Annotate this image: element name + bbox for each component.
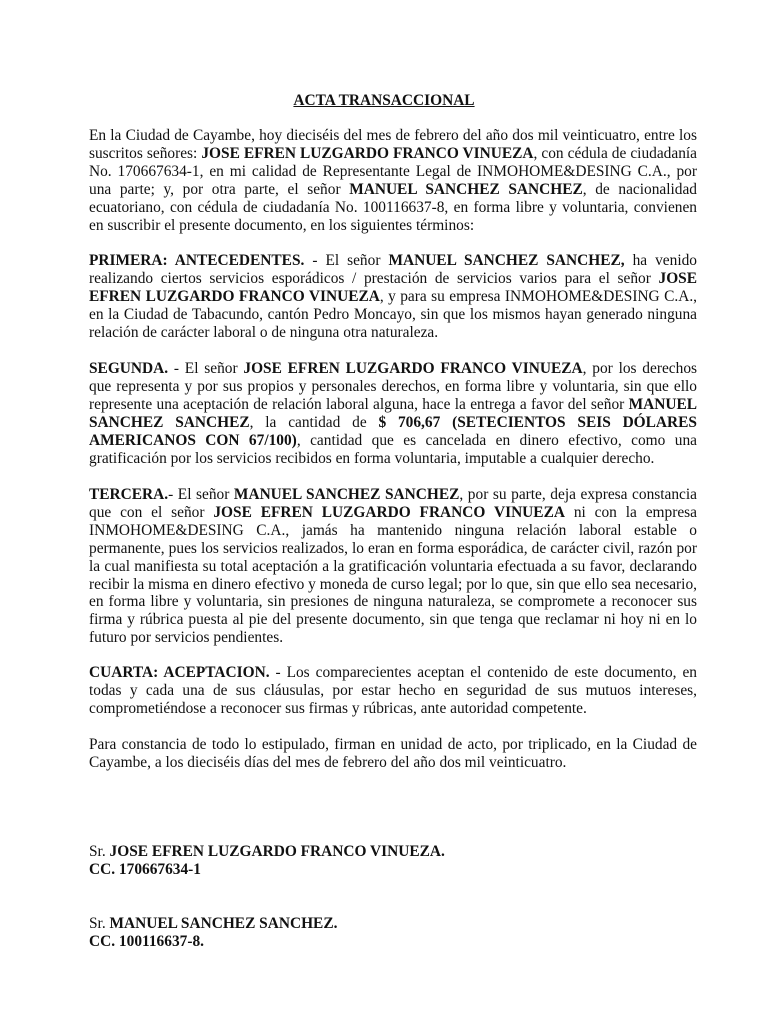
clause-tercera-text-1: - El señor [168, 486, 234, 503]
intro-text-2: , con cédula de ciudadanía No. 170667634-1, en mi calidad de Representante Legal de INMOHOME&DESING C.A., por una parte; y, por otra parte, el señor [89, 144, 698, 198]
clause-tercera-heading: TERCERA. [89, 486, 169, 503]
clause-segunda-text-3: , la cantidad de [249, 413, 379, 431]
clause-tercera-bold-2: JOSE EFREN LUZGARDO FRANCO VINUEZA [213, 503, 565, 521]
clause-segunda-bold-1: JOSE EFREN LUZGARDO FRANCO VINUEZA [243, 360, 583, 377]
clause-primera-heading: PRIMERA: ANTECEDENTES. [89, 252, 305, 269]
intro-party-1-name: JOSE EFREN LUZGARDO FRANCO VINUEZA [201, 144, 534, 162]
clause-cuarta [89, 664, 697, 718]
clause-tercera-bold-1: MANUEL SANCHEZ SANCHEZ [233, 486, 460, 503]
signature-2-name-line [89, 915, 697, 933]
clause-tercera-text-3: ni con la empresa INMOHOME&DESING C.A., jamás ha mantenido ninguna relación laboral estable o permanente, pues los servicios realizados, lo eran en forma esporádica, de carácter civil, razón por la cual manifiesta su total aceptación a la gratificación voluntaria efectuada a su favor, declarando recibir la misma en dinero efectivo y moneda de curso legal; por lo que, sin que ello sea necesario, en forma libre y voluntaria, sin presiones de ninguna naturaleza, se compromete a reconocer sus firma y rúbrica puesta al pie del presente documento, sin que tenga que reclamar ni hoy ni en lo futuro por servicios pendientes. [89, 503, 697, 647]
clause-tercera [89, 486, 697, 647]
clause-primera-text-2: ha venido realizando ciertos servicios esporádicos / prestación de servicios varios para el señor [89, 252, 698, 287]
clause-segunda-amount: $ 706,67 (SETECIENTOS SEIS DÓLARES AMERICANOS CON 67/100) [89, 413, 697, 449]
signature-1-id: CC. 170667634-1 [89, 860, 202, 878]
clause-cuarta-text-1: - Los comparecientes aceptan el contenido de este documento, en todas y cada una de sus cláusulas, por estar hecho en seguridad de sus mutuos intereses, comprometiéndose a reconocer sus firmas y rúbricas, ante autoridad competente. [89, 664, 698, 717]
clause-primera-text-1: - El señor [304, 252, 389, 269]
signature-2-prefix: Sr. [89, 915, 110, 932]
clause-segunda-text-1: - El señor [168, 360, 244, 377]
clause-segunda-heading: SEGUNDA. [89, 360, 169, 377]
clause-primera [89, 252, 697, 342]
signature-block-1 [89, 843, 697, 879]
intro-party-2-name: MANUEL SANCHEZ SANCHEZ [349, 180, 583, 198]
signature-1-name: JOSE EFREN LUZGARDO FRANCO VINUEZA. [109, 843, 445, 860]
clause-tercera-text-2: , por su parte, deja expresa constancia que con el señor [89, 486, 697, 521]
intro-text-3: , de nacionalidad ecuatoriano, con cédula de ciudadanía No. 100116637-8, en forma libre y voluntaria, convienen en suscribir el presente documento, en los siguientes términos: [89, 180, 698, 234]
signature-1-prefix: Sr. [89, 843, 110, 860]
clause-segunda-bold-2: MANUEL SANCHEZ SANCHEZ [89, 395, 697, 431]
document-title: ACTA TRANSACCIONAL [293, 92, 475, 109]
clause-segunda-text-2: , por los derechos que representa y por sus propios y personales derechos, en forma libre y voluntaria, sin que ello represente una aceptación de relación laboral alguna, hace la entrega a favor del señor [89, 360, 698, 413]
clause-primera-text-3: , y para su empresa INMOHOME&DESING C.A., en la Ciudad de Tabacundo, cantón Pedro Moncayo, sin que los mismos hayan generado ninguna relación de carácter laboral o de ninguna otra naturaleza. [89, 287, 698, 341]
signature-1-name-line [89, 843, 697, 861]
clause-segunda [89, 360, 697, 467]
intro-text-1: En la Ciudad de Cayambe, hoy dieciséis del mes de febrero del año dos mil veinticuatro, entre los suscritos señores: [89, 127, 697, 162]
closing-paragraph: Para constancia de todo lo estipulado, firman en unidad de acto, por triplicado, en la Ciudad de Cayambe, a los dieciséis días del mes de febrero del año dos mil veinticuatro. [89, 736, 697, 771]
signature-2-name: MANUEL SANCHEZ SANCHEZ. [109, 915, 338, 932]
clause-primera-bold-2: JOSE EFREN LUZGARDO FRANCO VINUEZA [89, 269, 697, 305]
clause-segunda-text-4: , cantidad que es cancelada en dinero efectivo, como una gratificación por los servicios recibidos en forma voluntaria, imputable a cualquier derecho. [89, 431, 697, 467]
signature-2-id: CC. 100116637-8. [89, 932, 205, 950]
intro-paragraph [89, 127, 697, 234]
clause-primera-bold-1: MANUEL SANCHEZ SANCHEZ, [388, 252, 625, 269]
clause-cuarta-heading: CUARTA: ACEPTACION. [89, 664, 270, 681]
signature-block-2 [89, 915, 697, 951]
